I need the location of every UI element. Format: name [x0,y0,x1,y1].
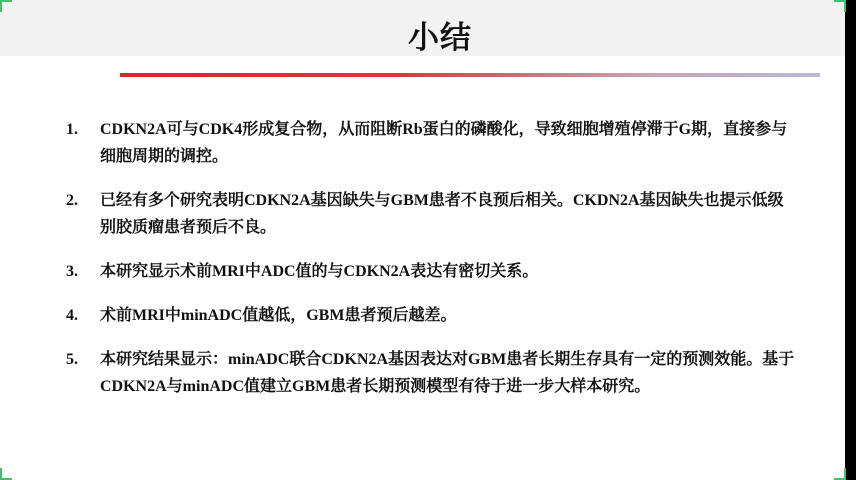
list-item [66,258,796,285]
corner-mark-top-right-v [844,0,846,12]
list-item-number: 4. [66,307,78,324]
list-item-number: 1. [66,121,78,138]
slide-title: 小结 [408,20,472,56]
list-item-text: 本研究结果显示：minADC联合CDKN2A基因表达对GBM患者长期生存具有一定的预测效能。基于CDKN2A与minADC值建立GBM患者长期预测模型有待于进一步大样本研究。 [100,351,795,395]
list-item-number: 5. [66,351,78,368]
corner-mark-bottom-left-v [0,468,2,480]
summary-list [66,116,796,417]
corner-mark-top-left-v [0,0,2,12]
list-item [66,116,796,170]
list-item-text: 本研究显示术前MRI中ADC值的与CDKN2A表达有密切关系。 [100,263,539,280]
list-item-text: CDKN2A可与CDK4形成复合物，从而阻断Rb蛋白的磷酸化，导致细胞增殖停滞于G期，直接参与细胞周期的调控。 [100,121,788,165]
title-divider [120,73,820,77]
list-item [66,346,796,400]
list-item-number: 3. [66,263,78,280]
list-item-number: 2. [66,192,78,209]
window-edge [845,0,856,480]
list-item-text: 术前MRI中minADC值越低，GBM患者预后越差。 [100,307,457,324]
list-item-text: 已经有多个研究表明CDKN2A基因缺失与GBM患者不良预后相关。CKDN2A基因缺失也提示低级别胶质瘤患者预后不良。 [100,192,784,236]
list-item [66,302,796,329]
list-item [66,187,796,241]
corner-mark-bottom-right-v [844,468,846,480]
